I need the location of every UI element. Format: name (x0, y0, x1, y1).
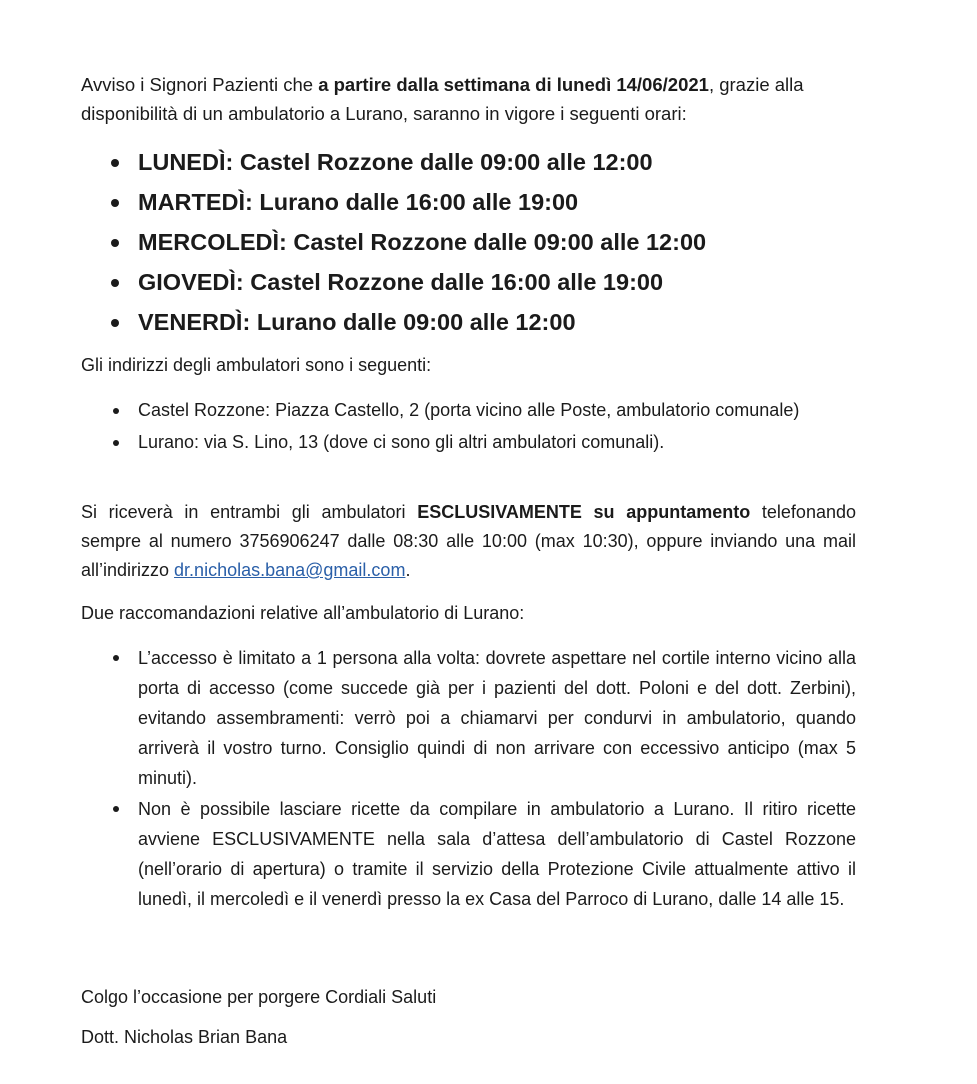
intro-date-emphasis: a partire dalla settimana di lunedì 14/06/2021 (318, 74, 709, 95)
schedule-item-friday (111, 302, 871, 342)
schedule-item-monday (111, 142, 871, 182)
schedule-item-text: MERCOLEDÌ: Castel Rozzone dalle 09:00 alle 12:00 (138, 229, 707, 255)
schedule-item-text: VENERDÌ: Lurano dalle 09:00 alle 12:00 (138, 309, 576, 335)
recommendations-heading: Due raccomandazioni relative all’ambulatorio di Lurano: (81, 603, 525, 623)
appointment-paragraph (81, 498, 856, 585)
bullet-icon (111, 319, 119, 327)
appointment-text-continued: telefonando sempre al numero 3756906247 dalle 08:30 alle 10:00 (max 10:30), oppure inviando una mail all’indirizzo (81, 502, 856, 580)
intro-text: Avviso i Signori Pazienti che (81, 74, 319, 95)
schedule-item-tuesday (111, 182, 871, 222)
schedule-item-text: MARTEDÌ: Lurano dalle 16:00 alle 19:00 (138, 189, 579, 215)
appointment-emphasis: ESCLUSIVAMENTE su appuntamento (417, 502, 751, 522)
addresses-list (111, 397, 856, 456)
address-text: Castel Rozzone: Piazza Castello, 2 (porta vicino alle Poste, ambulatorio comunale) (138, 400, 800, 420)
bullet-icon (113, 655, 119, 661)
intro-paragraph (81, 70, 861, 128)
email-link[interactable]: dr.nicholas.bana@gmail.com (174, 560, 406, 580)
schedule-item-wednesday (111, 222, 871, 262)
recommendation-item-access (111, 643, 856, 793)
appointment-text-end: . (405, 560, 411, 580)
appointment-text: Si riceverà in entrambi gli ambulatori (81, 502, 418, 522)
closing-text: Colgo l’occasione per porgere Cordiali Saluti (81, 987, 437, 1007)
bullet-icon (111, 159, 119, 167)
addresses-heading: Gli indirizzi degli ambulatori sono i seguenti: (81, 355, 432, 375)
address-item-lurano (111, 429, 856, 456)
address-text: Lurano: via S. Lino, 13 (dove ci sono gli altri ambulatori comunali). (138, 432, 665, 452)
recommendations-list (111, 643, 856, 914)
bullet-icon (111, 239, 119, 247)
bullet-icon (111, 279, 119, 287)
schedule-item-text: LUNEDÌ: Castel Rozzone dalle 09:00 alle 12:00 (138, 149, 653, 175)
bullet-icon (111, 199, 119, 207)
recommendation-text: Non è possibile lasciare ricette da compilare in ambulatorio a Lurano. Il ritiro ricette avviene ESCLUSIVAMENTE nella sala d’attesa dell’ambulatorio di Castel Rozzone (nell’orario di apertura) o tramite il servizio della Protezione Civile attualmente attivo il lunedì, il mercoledì e il venerdì presso la ex Casa del Parroco di Lurano, dalle 14 alle 15. (138, 799, 856, 909)
schedule-item-thursday (111, 262, 871, 302)
intro-text-continued: , grazie alla disponibilità di un ambulatorio a Lurano, saranno in vigore i seguenti orari: (81, 74, 804, 124)
schedule-list (111, 142, 871, 342)
schedule-item-text: GIOVEDÌ: Castel Rozzone dalle 16:00 alle 19:00 (138, 269, 664, 295)
recommendation-text: L’accesso è limitato a 1 persona alla volta: dovrete aspettare nel cortile interno vicino alla porta di accesso (come succede già per i pazienti del dott. Poloni e del dott. Zerbini), evitando assembramenti: verrò poi a chiamarvi per condurvi in ambulatorio, quando arriverà il vostro turno. Consiglio quindi di non arrivare con eccessivo anticipo (max 5 minuti). (138, 648, 856, 788)
signature: Dott. Nicholas Brian Bana (81, 1027, 288, 1047)
bullet-icon (113, 440, 119, 446)
recommendation-item-prescriptions (111, 794, 856, 914)
address-item-castel-rozzone (111, 397, 856, 424)
bullet-icon (113, 408, 119, 414)
bullet-icon (113, 806, 119, 812)
